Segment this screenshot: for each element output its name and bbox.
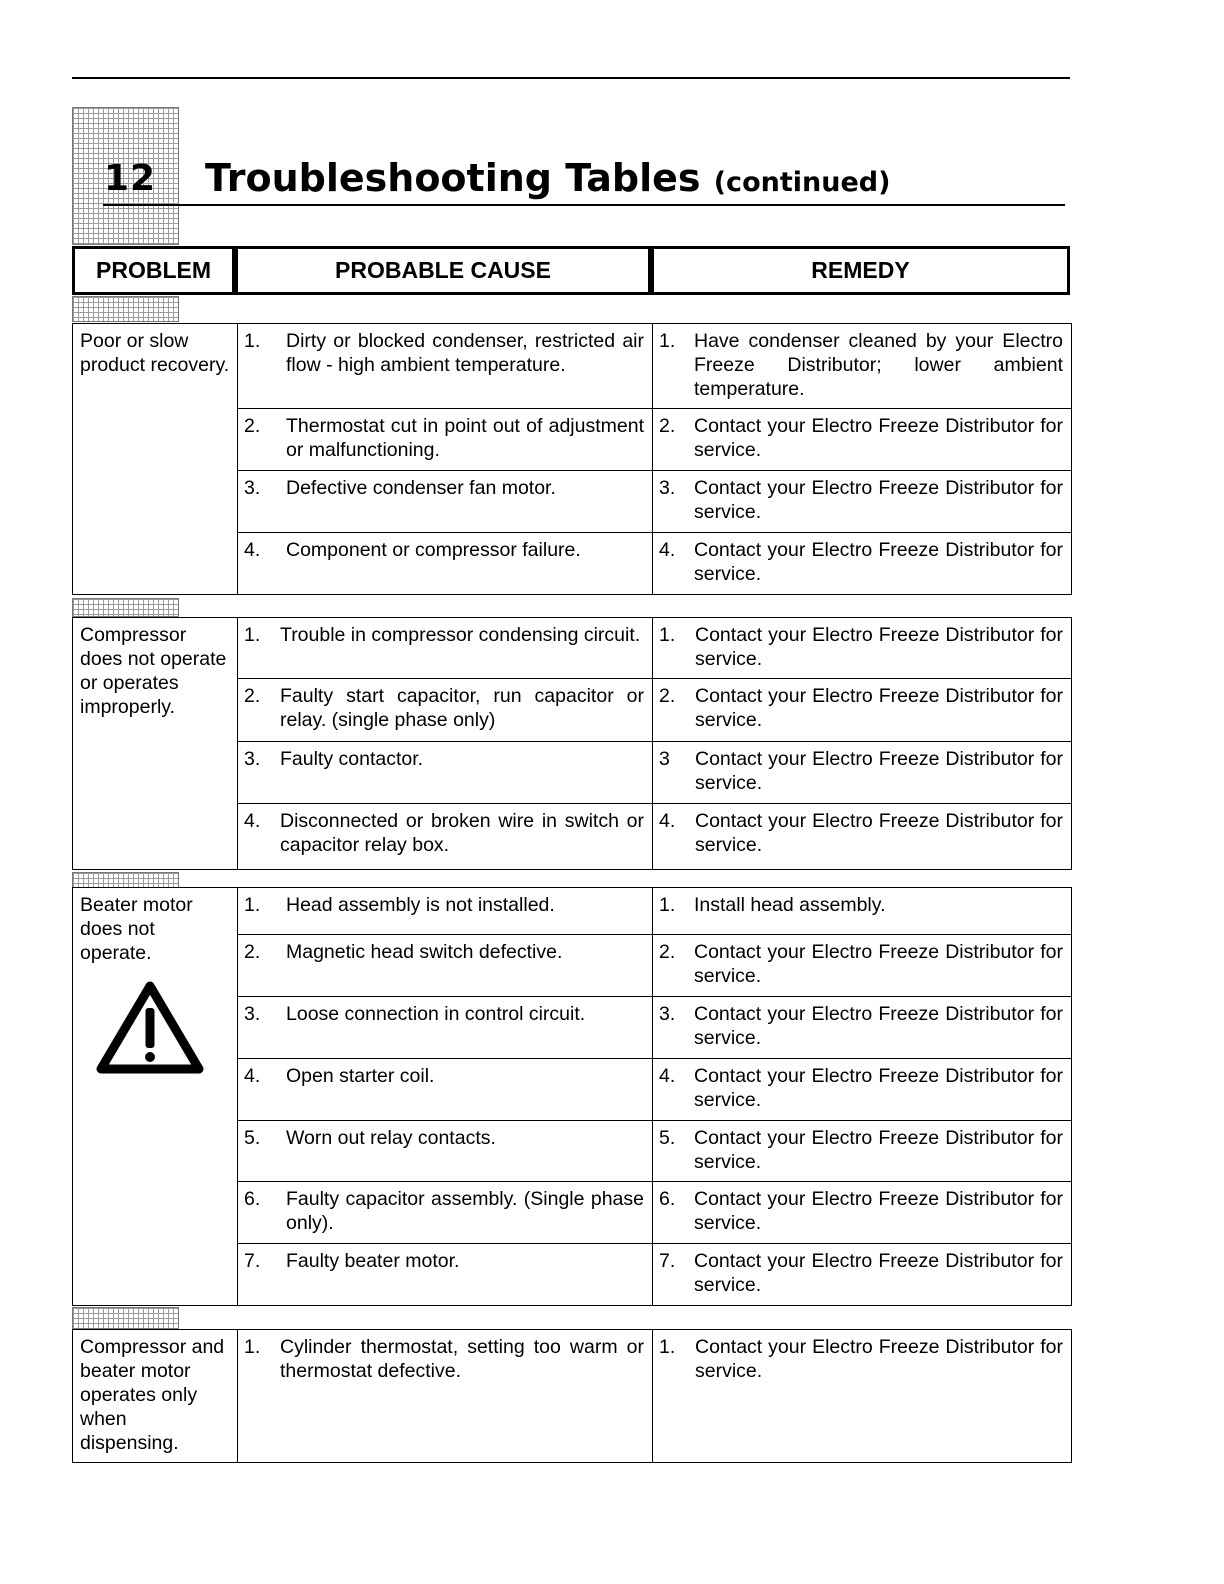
- remedy-cell: [653, 935, 1071, 996]
- remedy-text: Have condenser cleaned by your Electro Freeze Distributor; lower ambient temperature.: [694, 330, 1063, 400]
- remedy-text: Contact your Electro Freeze Distributor for service.: [695, 809, 1063, 856]
- remedy-cell: [653, 1059, 1071, 1120]
- column-header-cause: PROBABLE CAUSE: [235, 246, 651, 295]
- warning-icon: [95, 980, 205, 1076]
- table-row: [238, 324, 1071, 408]
- remedy-number: 1.: [659, 624, 676, 646]
- remedy-number: 4.: [659, 809, 676, 832]
- remedy-cell: [653, 533, 1071, 594]
- cause-number: 1.: [244, 1336, 261, 1358]
- remedy-cell: [653, 742, 1071, 803]
- remedy-cell: [653, 804, 1071, 869]
- cause-number: 2.: [244, 941, 261, 964]
- problem-cell: [73, 324, 238, 594]
- remedy-text: Contact your Electro Freeze Distributor for service.: [695, 685, 1063, 732]
- cause-text: Worn out relay contacts.: [286, 1126, 496, 1149]
- remedy-number: 2.: [659, 941, 676, 964]
- remedy-text: Contact your Electro Freeze Distributor for service.: [694, 477, 1063, 524]
- group-rows: [238, 1330, 1071, 1462]
- remedy-text: Contact your Electro Freeze Distributor for service.: [694, 1188, 1063, 1235]
- table-row: [238, 1330, 1071, 1462]
- remedy-number: 3: [659, 747, 670, 770]
- cause-cell: [238, 742, 653, 803]
- remedy-text: Contact your Electro Freeze Distributor for service.: [695, 624, 1063, 670]
- column-header-remedy: REMEDY: [651, 246, 1070, 295]
- remedy-cell: [653, 1182, 1071, 1243]
- problem-text: Compressor and beater motor operates only when dispensing.: [80, 1336, 225, 1454]
- cause-number: 1.: [244, 894, 261, 916]
- remedy-text: Contact your Electro Freeze Distributor for service.: [695, 1336, 1063, 1382]
- troubleshooting-group: [72, 617, 1072, 870]
- remedy-cell: [653, 888, 1071, 934]
- remedy-text: Contact your Electro Freeze Distributor for service.: [694, 1126, 1063, 1173]
- remedy-cell: [653, 1244, 1071, 1305]
- title-rule: [103, 204, 1065, 206]
- remedy-cell: [653, 618, 1071, 678]
- remedy-cell: [653, 324, 1071, 408]
- remedy-number: 1.: [659, 1336, 676, 1358]
- cause-number: 4.: [244, 809, 261, 832]
- remedy-text: Contact your Electro Freeze Distributor for service.: [694, 415, 1063, 462]
- table-row: [238, 1181, 1071, 1243]
- table-row: [238, 1058, 1071, 1120]
- cause-text: Head assembly is not installed.: [286, 894, 555, 916]
- remedy-cell: [653, 1330, 1071, 1462]
- remedy-number: 4.: [659, 539, 676, 562]
- cause-cell: [238, 409, 653, 470]
- table-row: [238, 934, 1071, 996]
- page-subtitle: (continued): [713, 167, 891, 198]
- cause-text: Loose connection in control circuit.: [286, 1002, 586, 1025]
- table-row: [238, 741, 1071, 803]
- remedy-number: 5.: [659, 1126, 676, 1149]
- cause-number: 1.: [244, 624, 261, 646]
- cause-number: 1.: [244, 330, 261, 352]
- cause-number: 2.: [244, 415, 261, 438]
- cause-cell: [238, 1059, 653, 1120]
- cause-cell: [238, 1121, 653, 1182]
- remedy-number: 3.: [659, 1002, 676, 1025]
- remedy-number: 2.: [659, 415, 676, 438]
- table-row: [238, 1120, 1071, 1182]
- cause-number: 4.: [244, 539, 261, 562]
- remedy-text: Contact your Electro Freeze Distributor for service.: [694, 1064, 1063, 1111]
- cause-number: 3.: [244, 1002, 261, 1025]
- cause-text: Trouble in compressor condensing circuit.: [280, 624, 641, 646]
- cause-text: Disconnected or broken wire in switch or capacitor relay box.: [280, 809, 644, 856]
- cause-text: Faulty start capacitor, run capacitor or relay. (single phase only): [280, 685, 644, 732]
- table-row: [238, 803, 1071, 869]
- remedy-cell: [653, 409, 1071, 470]
- cause-text: Component or compressor failure.: [286, 539, 581, 562]
- remedy-number: 6.: [659, 1188, 676, 1211]
- group-rows: [238, 324, 1071, 594]
- page-title: [205, 156, 890, 200]
- cause-cell: [238, 1182, 653, 1243]
- remedy-number: 1.: [659, 894, 676, 916]
- grid-strip: [72, 598, 179, 617]
- table-row: [238, 618, 1071, 678]
- cause-number: 3.: [244, 747, 261, 770]
- cause-text: Faulty contactor.: [280, 747, 424, 770]
- remedy-text: Install head assembly.: [694, 894, 886, 916]
- problem-cell: [73, 618, 238, 869]
- table-row: [238, 408, 1071, 470]
- problem-cell: [73, 888, 238, 1305]
- cause-number: 3.: [244, 477, 261, 500]
- troubleshooting-group: [72, 1329, 1072, 1463]
- troubleshooting-group: [72, 887, 1072, 1306]
- grid-strip: [72, 872, 179, 888]
- cause-cell: [238, 471, 653, 532]
- table-row: [238, 678, 1071, 740]
- remedy-number: 4.: [659, 1064, 676, 1087]
- cause-cell: [238, 1330, 653, 1462]
- troubleshooting-group: [72, 323, 1072, 595]
- remedy-number: 1.: [659, 330, 676, 352]
- problem-text: Poor or slow product recovery.: [80, 330, 230, 376]
- remedy-text: Contact your Electro Freeze Distributor for service.: [694, 941, 1063, 988]
- page-title-text: Troubleshooting Tables: [205, 156, 701, 200]
- table-row: [238, 996, 1071, 1058]
- remedy-cell: [653, 997, 1071, 1058]
- group-rows: [238, 618, 1071, 869]
- remedy-text: Contact your Electro Freeze Distributor for service.: [694, 539, 1063, 586]
- remedy-number: 3.: [659, 477, 676, 500]
- section-number: 12: [104, 158, 157, 199]
- table-row: [238, 1243, 1071, 1305]
- cause-number: 7.: [244, 1250, 261, 1273]
- grid-strip: [72, 296, 179, 322]
- group-rows: [238, 888, 1071, 1305]
- remedy-cell: [653, 679, 1071, 740]
- cause-cell: [238, 1244, 653, 1305]
- cause-text: Cylinder thermostat, setting too warm or thermostat defective.: [280, 1336, 644, 1382]
- cause-text: Open starter coil.: [286, 1064, 435, 1087]
- table-row: [238, 888, 1071, 934]
- remedy-number: 7.: [659, 1250, 676, 1273]
- table-row: [238, 470, 1071, 532]
- problem-text: Compressor does not operate or operates improperly.: [80, 624, 227, 718]
- remedy-text: Contact your Electro Freeze Distributor for service.: [694, 1002, 1063, 1049]
- cause-number: 2.: [244, 685, 261, 708]
- problem-cell: [73, 1330, 238, 1462]
- cause-text: Thermostat cut in point out of adjustment or malfunctioning.: [286, 415, 644, 462]
- table-row: [238, 532, 1071, 594]
- cause-cell: [238, 618, 653, 678]
- cause-text: Faulty capacitor assembly. (Single phase only).: [286, 1188, 644, 1235]
- cause-cell: [238, 533, 653, 594]
- cause-cell: [238, 324, 653, 408]
- cause-text: Magnetic head switch defective.: [286, 941, 563, 964]
- remedy-number: 2.: [659, 685, 676, 708]
- cause-cell: [238, 679, 653, 740]
- cause-cell: [238, 935, 653, 996]
- cause-text: Faulty beater motor.: [286, 1250, 460, 1273]
- remedy-text: Contact your Electro Freeze Distributor for service.: [695, 747, 1063, 794]
- problem-text: Beater motor does not operate.: [80, 894, 193, 964]
- cause-number: 5.: [244, 1126, 261, 1149]
- cause-text: Defective condenser fan motor.: [286, 477, 556, 500]
- grid-strip: [72, 1307, 179, 1329]
- remedy-text: Contact your Electro Freeze Distributor for service.: [694, 1250, 1063, 1297]
- remedy-cell: [653, 471, 1071, 532]
- top-rule: [72, 77, 1070, 79]
- cause-text: Dirty or blocked condenser, restricted air flow - high ambient temperature.: [286, 330, 644, 376]
- column-header-problem: PROBLEM: [72, 246, 235, 295]
- cause-cell: [238, 888, 653, 934]
- cause-cell: [238, 804, 653, 869]
- cause-cell: [238, 997, 653, 1058]
- cause-number: 6.: [244, 1188, 261, 1211]
- remedy-cell: [653, 1121, 1071, 1182]
- cause-number: 4.: [244, 1064, 261, 1087]
